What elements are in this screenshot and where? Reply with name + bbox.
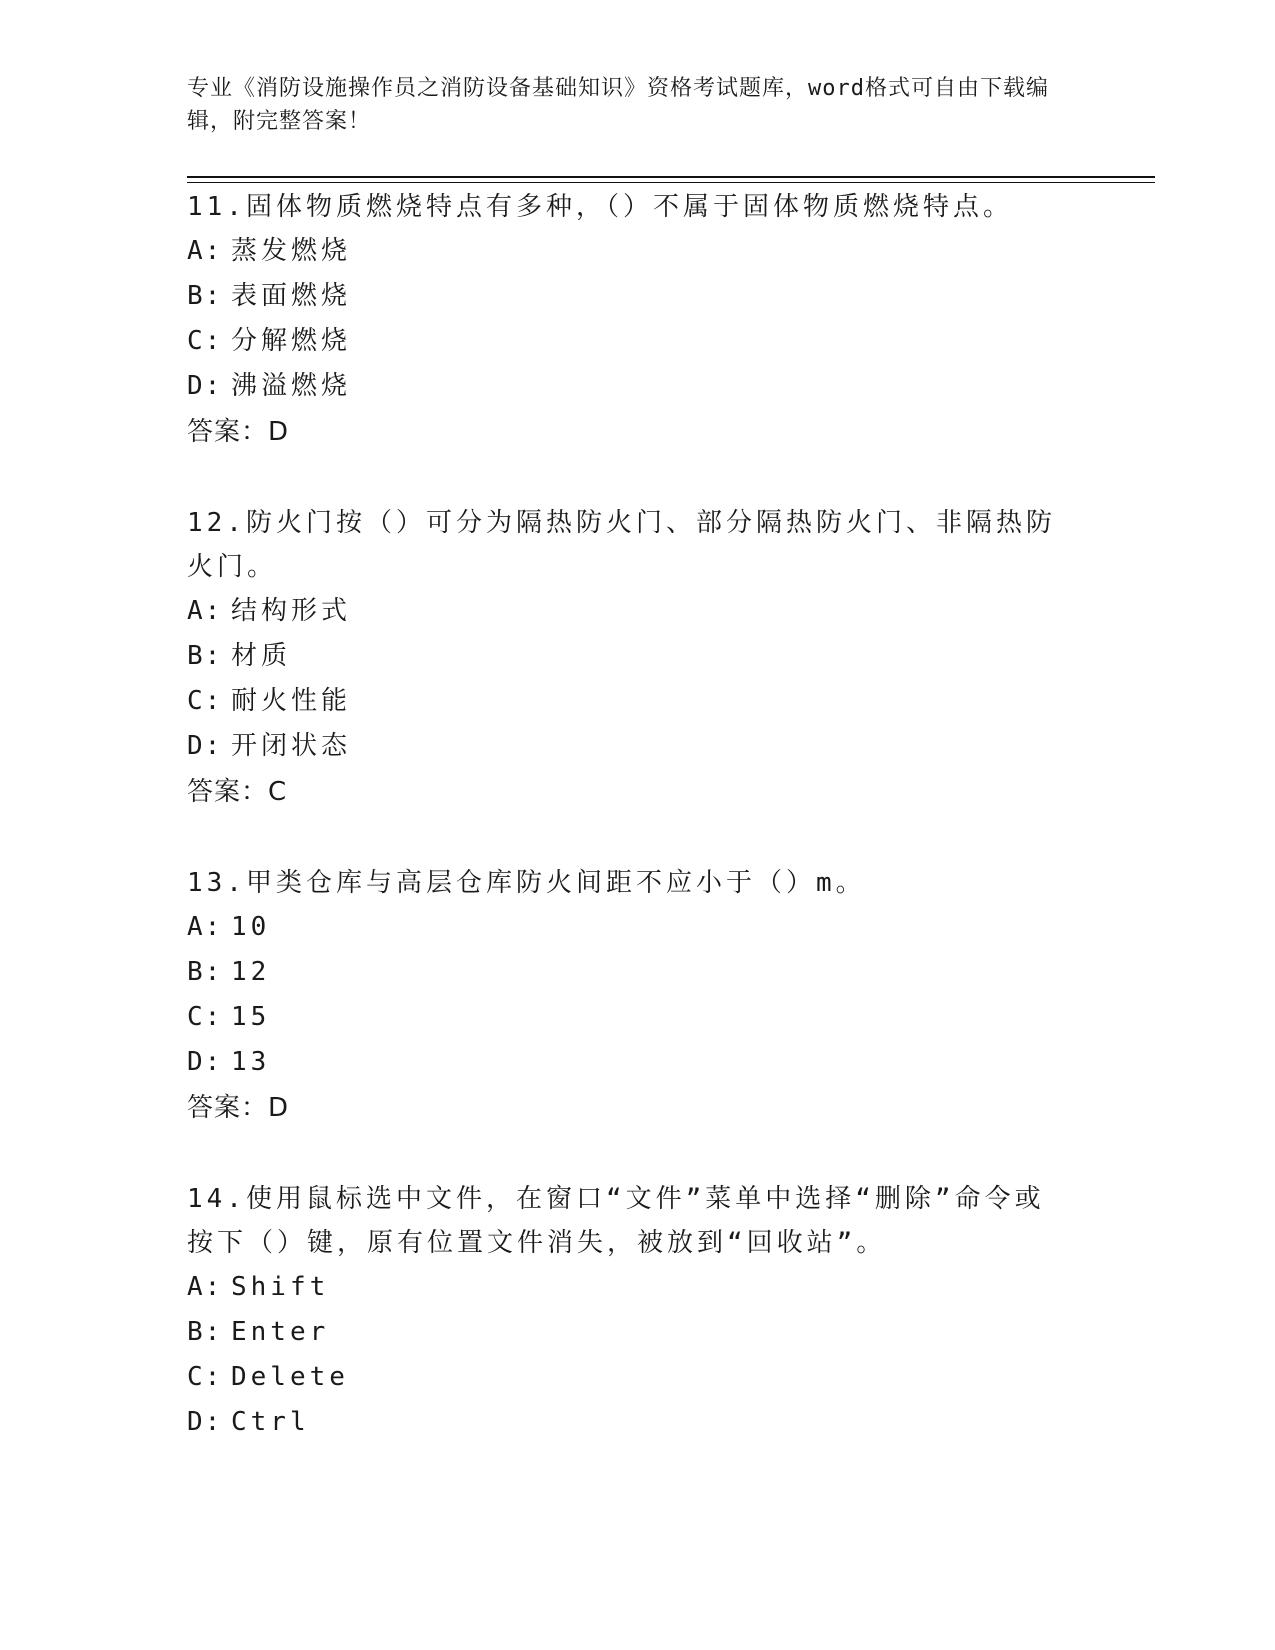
document-intro: 专业《消防设施操作员之消防设备基础知识》资格考试题库，word格式可自由下载编辑，附完整答案！ xyxy=(187,76,1049,134)
question-number: 11. xyxy=(187,192,246,222)
answer-line xyxy=(187,409,1067,455)
option-letter: B: xyxy=(187,1317,223,1347)
answer-label: 答案： xyxy=(187,417,269,447)
option-letter: A: xyxy=(187,236,223,266)
question-number: 13. xyxy=(187,868,246,898)
option-letter: B: xyxy=(187,281,223,311)
option-d xyxy=(187,364,1067,409)
question-stem: 甲类仓库与高层仓库防火间距不应小于（）m。 xyxy=(245,868,866,898)
answer-value: D xyxy=(268,1093,290,1123)
option-letter: A: xyxy=(187,596,223,626)
answer-value: C xyxy=(268,777,288,807)
option-b xyxy=(187,950,1067,995)
question-text xyxy=(187,861,1067,905)
option-text: Ctrl xyxy=(231,1407,310,1437)
option-text: 表面燃烧 xyxy=(231,281,352,311)
option-c xyxy=(187,1355,1067,1400)
question-text xyxy=(187,185,1067,229)
option-text: 耐火性能 xyxy=(231,686,352,716)
option-c xyxy=(187,679,1067,724)
answer-value: D xyxy=(268,417,290,447)
option-c xyxy=(187,319,1067,364)
option-text: 15 xyxy=(231,1002,271,1032)
option-letter: C: xyxy=(187,326,223,356)
question-text xyxy=(187,1177,1067,1265)
option-text: 分解燃烧 xyxy=(231,326,352,356)
question-stem: 防火门按（）可分为隔热防火门、部分隔热防火门、非隔热防火门。 xyxy=(187,508,1056,582)
option-a xyxy=(187,589,1067,634)
question-stem: 使用鼠标选中文件，在窗口“文件”菜单中选择“删除”命令或按下（）键，原有位置文件消失，被放到“回收站”。 xyxy=(187,1184,1045,1258)
option-b xyxy=(187,274,1067,319)
option-text: 12 xyxy=(231,957,271,987)
question-number: 14. xyxy=(187,1184,246,1214)
header-divider xyxy=(187,176,1155,183)
question-text xyxy=(187,501,1067,589)
option-letter: D: xyxy=(187,731,223,761)
answer-line xyxy=(187,1085,1067,1131)
option-b xyxy=(187,634,1067,679)
option-b xyxy=(187,1310,1067,1355)
option-d xyxy=(187,724,1067,769)
option-d xyxy=(187,1040,1067,1085)
question-number: 12. xyxy=(187,508,246,538)
option-text: Enter xyxy=(231,1317,330,1347)
option-letter: A: xyxy=(187,1272,223,1302)
option-text: 结构形式 xyxy=(231,596,352,626)
answer-label: 答案： xyxy=(187,1093,269,1123)
question-13 xyxy=(187,861,1067,1131)
option-letter: D: xyxy=(187,1047,223,1077)
answer-label: 答案： xyxy=(187,777,269,807)
option-text: 蒸发燃烧 xyxy=(231,236,352,266)
option-letter: D: xyxy=(187,1407,223,1437)
option-text: Shift xyxy=(231,1272,330,1302)
option-letter: B: xyxy=(187,957,223,987)
question-list xyxy=(187,185,1067,1491)
question-11 xyxy=(187,185,1067,455)
option-letter: C: xyxy=(187,686,223,716)
question-12 xyxy=(187,501,1067,815)
option-c xyxy=(187,995,1067,1040)
option-text: 沸溢燃烧 xyxy=(231,371,352,401)
option-letter: C: xyxy=(187,1002,223,1032)
option-a xyxy=(187,229,1067,274)
question-stem: 固体物质燃烧特点有多种，（）不属于固体物质燃烧特点。 xyxy=(245,192,1013,222)
option-letter: A: xyxy=(187,912,223,942)
option-text: 10 xyxy=(231,912,271,942)
option-text: Delete xyxy=(231,1362,349,1392)
option-letter: C: xyxy=(187,1362,223,1392)
option-d xyxy=(187,1400,1067,1445)
option-a xyxy=(187,1265,1067,1310)
option-text: 13 xyxy=(231,1047,271,1077)
answer-line xyxy=(187,769,1067,815)
option-letter: B: xyxy=(187,641,223,671)
option-text: 开闭状态 xyxy=(231,731,352,761)
option-letter: D: xyxy=(187,371,223,401)
option-a xyxy=(187,905,1067,950)
option-text: 材质 xyxy=(231,641,292,671)
question-14 xyxy=(187,1177,1067,1445)
